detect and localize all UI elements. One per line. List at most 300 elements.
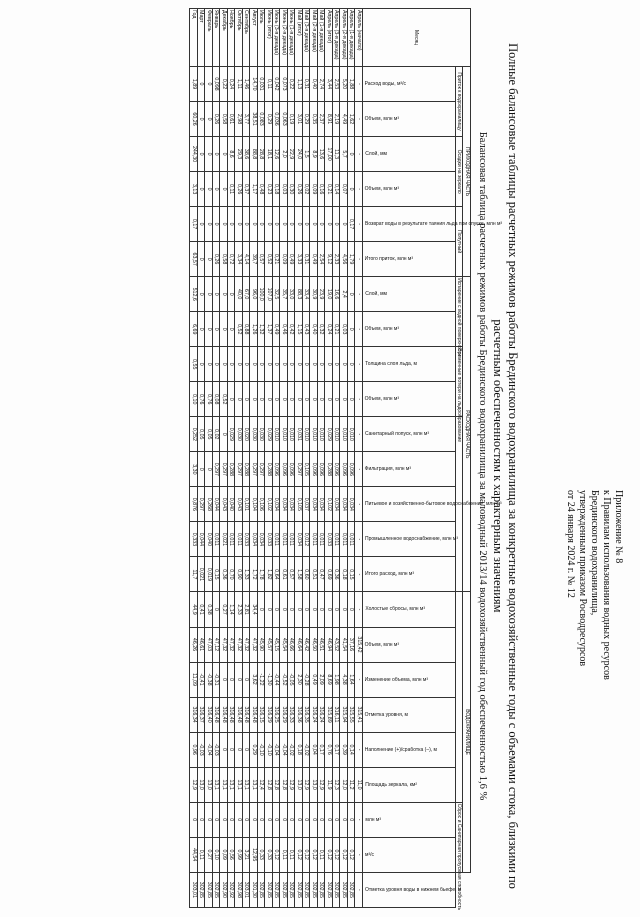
table-cell: 12,9: [288, 767, 296, 802]
table-cell: -0,04: [273, 732, 281, 767]
table-cell: 0,288: [265, 452, 273, 487]
appendix-line: к Правилам использования водных ресурсов: [601, 490, 612, 680]
table-cell: 0,12: [303, 837, 311, 872]
table-cell: 0: [228, 312, 236, 347]
table-cell: 0: [220, 802, 228, 837]
table-row: [243, 9, 251, 908]
discharge-header: Сброс и Санитарная пропускная способность: [456, 803, 463, 911]
table-cell: 1,33: [243, 557, 251, 592]
row-label: Июнь (итог): [265, 9, 273, 67]
table-cell: 0,33: [258, 837, 266, 872]
table-cell: 0: [333, 802, 341, 837]
table-cell: 316,48: [228, 697, 236, 732]
table-cell: 39,7: [250, 242, 258, 277]
table-row: [340, 9, 348, 908]
table-cell: 0,096: [273, 452, 281, 487]
table-cell: 0: [333, 592, 341, 627]
table-cell: 2,09: [318, 662, 326, 697]
table-cell: 0: [235, 662, 243, 697]
table-cell: 0: [235, 207, 243, 242]
table-cell: -0,44: [273, 662, 281, 697]
table-cell: 3,44: [325, 67, 333, 102]
table-cell: 0,105: [303, 452, 311, 487]
table-cell: 0: [220, 172, 228, 207]
table-cell: 0: [280, 347, 288, 382]
table-cell: 12,6: [273, 137, 281, 172]
table-cell: 0,58: [220, 242, 228, 277]
table-cell: 0: [213, 137, 221, 172]
table-row: [318, 9, 326, 908]
table-cell: 0,036: [273, 102, 281, 137]
table-cell: 0,70: [228, 557, 236, 592]
table-cell: 46,61: [198, 627, 206, 662]
table-cell: 0,61: [280, 557, 288, 592]
table-cell: 0,21: [333, 312, 341, 347]
table-cell: 13,1: [228, 767, 236, 802]
table-cell: 302,85: [303, 872, 311, 907]
table-cell: -: [355, 662, 363, 697]
table-cell: 2,98: [235, 102, 243, 137]
table-cell: 0,297: [220, 452, 228, 487]
table-cell: 0: [235, 347, 243, 382]
table-cell: -0,52: [280, 662, 288, 697]
table-cell: 0,034: [280, 487, 288, 522]
table-cell: 0: [348, 137, 356, 172]
table-cell: 0: [295, 207, 303, 242]
column-header: м³/с: [363, 837, 456, 872]
column-header: млн м³: [363, 802, 456, 837]
table-cell: 0,38: [205, 592, 213, 627]
table-cell: 0,26: [213, 242, 221, 277]
table-cell: 0,57: [288, 557, 296, 592]
table-cell: 4,56: [340, 242, 348, 277]
table-cell: 0: [205, 172, 213, 207]
table-cell: 0,21: [273, 242, 281, 277]
row-label: Октябрь: [235, 9, 243, 67]
table-cell: 302,85: [340, 872, 348, 907]
column-header: Площадь зеркала, км²: [363, 767, 456, 802]
table-cell: 0,011: [228, 522, 236, 557]
table-cell: 0: [205, 312, 213, 347]
table-cell: 0: [265, 207, 273, 242]
table-cell: 0: [198, 102, 206, 137]
table-cell: 3,30: [190, 452, 198, 487]
table-cell: 13,1: [243, 767, 251, 802]
table-cell: 0: [250, 347, 258, 382]
table-row: [213, 9, 221, 908]
column-header: Объем, млн м³: [363, 172, 456, 207]
table-cell: 1,26: [250, 312, 258, 347]
table-cell: 33,4: [303, 277, 311, 312]
table-cell: 13,0: [310, 767, 318, 802]
table-cell: 0: [295, 347, 303, 382]
table-cell: 0,11: [265, 67, 273, 102]
table-cell: -: [355, 872, 363, 907]
table-cell: 0,49: [310, 662, 318, 697]
table-cell: 0: [198, 802, 206, 837]
table-cell: 0,096: [288, 452, 296, 487]
table-cell: 316,15: [258, 697, 266, 732]
table-cell: 316,25: [273, 697, 281, 732]
table-cell: 0: [243, 347, 251, 382]
table-cell: 8,69: [325, 662, 333, 697]
table-cell: 47,32: [235, 627, 243, 662]
table-cell: 0: [318, 802, 326, 837]
table-cell: 16,6: [333, 277, 341, 312]
table-cell: 0,24: [325, 312, 333, 347]
table-cell: 0,02: [303, 172, 311, 207]
table-cell: 0,60: [303, 557, 311, 592]
table-cell: 0: [295, 802, 303, 837]
table-cell: 0: [325, 802, 333, 837]
table-cell: 18,1: [265, 137, 273, 172]
table-cell: 0: [228, 347, 236, 382]
table-cell: 0,11: [198, 837, 206, 872]
table-cell: 47,03: [205, 627, 213, 662]
month-header: Месяц: [363, 9, 471, 67]
column-header: Фильтрация, млн м³: [363, 452, 456, 487]
table-cell: 302,98: [235, 872, 243, 907]
table-cell: 302,85: [213, 872, 221, 907]
table-cell: 38,51: [250, 102, 258, 137]
table-cell: 0: [235, 732, 243, 767]
table-cell: -: [355, 837, 363, 872]
table-cell: 19,0: [325, 277, 333, 312]
table-cell: 0: [265, 592, 273, 627]
table-cell: 0,105: [295, 487, 303, 522]
table-cell: 0,22: [288, 67, 296, 102]
table-cell: 0,49: [288, 242, 296, 277]
table-cell: 0,021: [220, 522, 228, 557]
table-cell: 0,297: [250, 452, 258, 487]
table-cell: 0: [198, 172, 206, 207]
table-cell: 302,85: [258, 872, 266, 907]
table-cell: 0: [325, 382, 333, 417]
table-cell: 63,57: [190, 242, 198, 277]
table-cell: 0: [280, 382, 288, 417]
row-label: Ноябрь: [228, 9, 236, 67]
row-label: Май (2-я декада): [310, 9, 318, 67]
table-cell: 302,92: [228, 872, 236, 907]
table-cell: 4,49: [340, 102, 348, 137]
table-cell: 0: [190, 802, 198, 837]
table-cell: 316,48: [213, 697, 221, 732]
row-label: Август: [250, 9, 258, 67]
evaporation-header: Испарение с водной поверхности: [456, 278, 463, 357]
column-header: Объем, млн м³: [363, 627, 456, 662]
table-cell: 13,0: [295, 767, 303, 802]
table-cell: 0,297: [235, 452, 243, 487]
table-cell: 0,40: [310, 67, 318, 102]
table-cell: 0: [333, 207, 341, 242]
table-cell: 8,9: [310, 137, 318, 172]
table-cell: 0: [288, 802, 296, 837]
table-cell: -: [355, 452, 363, 487]
table-cell: 316,48: [243, 697, 251, 732]
table-cell: 60,26: [190, 102, 198, 137]
table-cell: 40,0: [235, 277, 243, 312]
table-cell: -: [355, 592, 363, 627]
column-header-row: [363, 9, 456, 908]
table-cell: 11,3: [333, 137, 341, 172]
table-cell: 0: [258, 207, 266, 242]
table-cell: 0: [205, 102, 213, 137]
table-cell: 0,10: [213, 837, 221, 872]
table-cell: 0,09: [280, 242, 288, 277]
table-cell: 1,62: [348, 102, 356, 137]
table-cell: 1,79: [348, 242, 356, 277]
table-cell: 0,76: [205, 382, 213, 417]
table-cell: 0,27: [205, 837, 213, 872]
table-cell: 0: [205, 242, 213, 277]
table-cell: 0,30: [288, 172, 296, 207]
table-cell: 41,54: [340, 627, 348, 662]
table-cell: 0,26: [235, 172, 243, 207]
row-label: Апрель (1-я декада): [348, 9, 356, 67]
table-cell: 0: [303, 207, 311, 242]
reservoir-state-header: [456, 592, 464, 802]
ice-losses-header: Временные потери на льдообразование: [456, 348, 463, 443]
table-cell: 0,29: [250, 732, 258, 767]
table-cell: 0: [213, 347, 221, 382]
table-cell: 4,14: [243, 242, 251, 277]
table-cell: 1,11: [235, 67, 243, 102]
table-cell: 6,69: [190, 312, 198, 347]
table-cell: 3,77: [243, 102, 251, 137]
table-row: [295, 9, 303, 908]
table-cell: 0,033: [243, 522, 251, 557]
table-cell: 0,030: [258, 417, 266, 452]
table-cell: 0,102: [265, 487, 273, 522]
row-label: Февраль: [205, 9, 213, 67]
table-cell: 12,8: [280, 767, 288, 802]
table-cell: 0,297: [295, 452, 303, 487]
table-cell: 316,24: [318, 697, 326, 732]
table-cell: 0,46: [280, 312, 288, 347]
table-cell: 0,021: [198, 557, 206, 592]
table-cell: 0: [310, 207, 318, 242]
table-cell: -: [355, 277, 363, 312]
table-cell: 0: [348, 802, 356, 837]
table-cell: 0,21: [325, 172, 333, 207]
table-cell: 1,64: [348, 662, 356, 697]
table-cell: 13,6: [318, 137, 326, 172]
table-cell: 0: [348, 312, 356, 347]
table-row: [205, 9, 213, 908]
table-cell: 0: [228, 662, 236, 697]
income-section-header: ПРИХОДНАЯ ЧАСТЬ: [463, 67, 471, 277]
table-cell: 0,044: [213, 487, 221, 522]
table-cell: 0,09: [220, 837, 228, 872]
table-cell: 303,01: [243, 872, 251, 907]
table-cell: 0,034: [258, 522, 266, 557]
table-cell: 0,104: [250, 487, 258, 522]
table-cell: 0,030: [235, 417, 243, 452]
table-cell: 0,034: [250, 522, 258, 557]
table-cell: 0: [273, 802, 281, 837]
table-cell: 302,85: [265, 872, 273, 907]
table-cell: 0,36: [220, 557, 228, 592]
table-cell: 302,85: [288, 872, 296, 907]
table-cell: 302,85: [280, 872, 288, 907]
table-cell: 0: [333, 382, 341, 417]
table-cell: 12,3: [333, 767, 341, 802]
table-cell: 0,037: [303, 487, 311, 522]
table-cell: 0,011: [318, 522, 326, 557]
table-cell: 0,034: [318, 487, 326, 522]
row-label: Сентябрь: [243, 9, 251, 67]
table-cell: 13,1: [235, 767, 243, 802]
table-cell: 0,12: [310, 837, 318, 872]
table-cell: 0,083: [258, 102, 266, 137]
table-cell: 33,0: [288, 277, 296, 312]
table-cell: 0: [265, 347, 273, 382]
table-cell: 0: [348, 347, 356, 382]
table-cell: 0: [198, 452, 206, 487]
table-cell: 0,010: [303, 417, 311, 452]
table-cell: 0,41: [198, 592, 206, 627]
table-cell: 0: [228, 207, 236, 242]
table-row: [250, 9, 258, 908]
table-cell: 316,36: [295, 697, 303, 732]
table-cell: 35,7: [280, 277, 288, 312]
table-cell: 0: [235, 802, 243, 837]
table-cell: 1,32: [258, 312, 266, 347]
table-cell: 13,0: [198, 767, 206, 802]
table-cell: 0: [220, 277, 228, 312]
table-cell: 316,37: [198, 697, 206, 732]
table-cell: 0: [213, 172, 221, 207]
table-cell: 0,17: [318, 732, 326, 767]
table-cell: 0: [243, 382, 251, 417]
table-cell: 0,03: [280, 172, 288, 207]
table-cell: 12,9: [190, 767, 198, 802]
table-cell: 0: [295, 592, 303, 627]
table-row: [228, 9, 236, 908]
table-cell: 316,35: [303, 697, 311, 732]
table-cell: 0,029: [228, 417, 236, 452]
table-cell: -: [355, 347, 363, 382]
table-cell: 0: [213, 207, 221, 242]
appendix-line: Приложение № 8: [613, 490, 624, 564]
table-cell: 0,096: [333, 452, 341, 487]
table-cell: 0,12: [325, 837, 333, 872]
table-cell: 0,12: [273, 837, 281, 872]
table-cell: 0: [258, 592, 266, 627]
table-row: [273, 9, 281, 908]
table-cell: 0,010: [288, 417, 296, 452]
column-header: Питьевое и хозяйственно-бытовое водоснабжение, млн м³: [363, 487, 456, 522]
table-cell: 0: [340, 592, 348, 627]
table-cell: 29,3: [235, 137, 243, 172]
table-cell: 0: [205, 207, 213, 242]
table-cell: -1,30: [265, 662, 273, 697]
table-cell: 5,20: [340, 67, 348, 102]
row-label: Январь: [213, 9, 221, 67]
table-cell: 316,33: [288, 697, 296, 732]
table-cell: 0: [213, 592, 221, 627]
table-cell: 0,12: [295, 837, 303, 872]
table-cell: 315,55: [348, 697, 356, 732]
table-cell: 0: [205, 67, 213, 102]
table-cell: 0: [318, 347, 326, 382]
table-cell: 0: [265, 802, 273, 837]
table-cell: 316,48: [235, 697, 243, 732]
table-cell: 0: [243, 662, 251, 697]
table-cell: 0,010: [310, 417, 318, 452]
table-cell: -0,38: [205, 662, 213, 697]
table-cell: 11,7: [190, 557, 198, 592]
table-row: [288, 9, 296, 908]
table-cell: -: [355, 67, 363, 102]
table-cell: -: [355, 802, 363, 837]
table-cell: 0: [325, 592, 333, 627]
table-cell: 0: [303, 802, 311, 837]
table-row: [325, 9, 333, 908]
table-cell: 11,09: [190, 662, 198, 697]
table-cell: 0,90: [235, 557, 243, 592]
table-cell: 0,16: [318, 172, 326, 207]
table-cell: 0,52: [235, 312, 243, 347]
table-cell: 0,12: [340, 837, 348, 872]
table-cell: 2,53: [333, 67, 341, 102]
table-cell: 316,48: [250, 697, 258, 732]
column-header: Наполнение (+)/сработка (–), м: [363, 732, 456, 767]
row-label: Апрель (2-я декада): [340, 9, 348, 67]
table-cell: 0,029: [265, 417, 273, 452]
table-cell: 8,91: [325, 102, 333, 137]
table-cell: 0,17: [333, 732, 341, 767]
table-cell: 5,7: [340, 137, 348, 172]
table-cell: 0,36: [333, 557, 341, 592]
table-cell: 1,88: [348, 67, 356, 102]
table-cell: 0,52: [265, 242, 273, 277]
table-cell: 0: [288, 592, 296, 627]
table-cell: 2,54: [318, 242, 326, 277]
table-cell: 9,12: [325, 242, 333, 277]
table-cell: 12,0: [340, 767, 348, 802]
table-cell: 0: [258, 802, 266, 837]
row-label: Апрель (итог): [325, 9, 333, 67]
row-label: Март: [198, 9, 206, 67]
table-cell: 0,12: [348, 837, 356, 872]
table-cell: 0,031: [258, 67, 266, 102]
table-cell: 0,48: [258, 172, 266, 207]
table-cell: 37,16: [348, 627, 356, 662]
table-cell: 0: [303, 592, 311, 627]
table-cell: 2,37: [318, 102, 326, 137]
table-cell: 0: [325, 347, 333, 382]
table-cell: 11,0: [355, 767, 363, 802]
table-cell: 0,09: [310, 172, 318, 207]
table-cell: 0: [318, 207, 326, 242]
table-cell: 0,43: [303, 312, 311, 347]
table-cell: 0: [243, 207, 251, 242]
table-cell: 0,29: [303, 102, 311, 137]
table-cell: 0,88: [243, 312, 251, 347]
table-cell: 13,0: [205, 767, 213, 802]
table-cell: 46,94: [325, 627, 333, 662]
table-cell: 0,042: [273, 67, 281, 102]
table-cell: 0: [310, 347, 318, 382]
table-cell: 107,0: [265, 277, 273, 312]
table-cell: 0,010: [340, 417, 348, 452]
table-cell: 0: [228, 382, 236, 417]
table-cell: 46,64: [295, 627, 303, 662]
table-cell: 2,33: [333, 242, 341, 277]
precipitation-header: Осадки на зеркало: [456, 137, 464, 207]
table-cell: 302,85: [310, 872, 318, 907]
